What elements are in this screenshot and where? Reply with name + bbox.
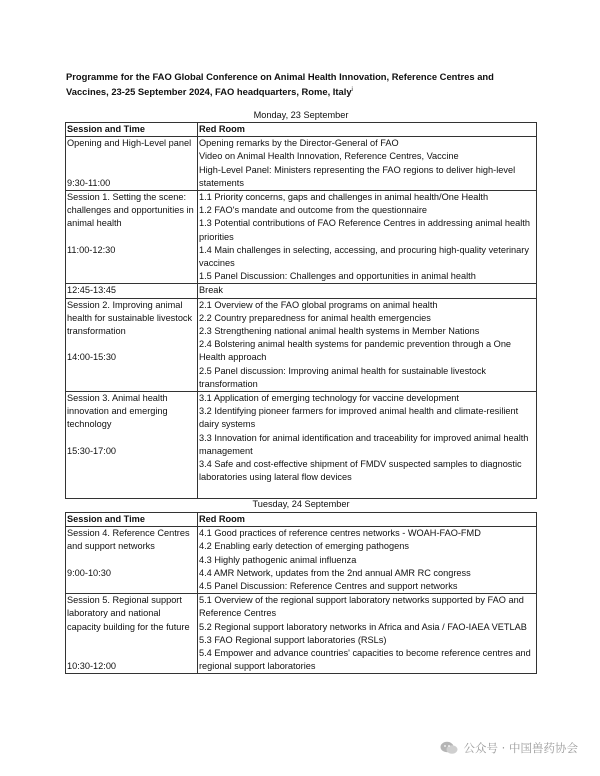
title-footnote-marker: i [351, 86, 353, 93]
session-cell [66, 284, 198, 298]
agenda-item: 3.3 Innovation for animal identification and traceability for improved animal health management [199, 432, 529, 456]
session-cell [66, 594, 198, 674]
items-cell [198, 527, 537, 594]
agenda-item: 4.3 Highly pathogenic animal influenza [199, 554, 357, 565]
agenda-item: 3.2 Identifying pioneer farmers for improved animal health and climate-resilient dairy systems [199, 406, 519, 430]
session-cell [66, 137, 198, 191]
agenda-item: 2.4 Bolstering animal health systems for pandemic prevention through a One Health approach [199, 339, 512, 363]
programme-title [66, 70, 536, 98]
agenda-item: 1.2 FAO's mandate and outcome from the questionnaire [199, 205, 428, 216]
items-cell [198, 284, 537, 298]
table-header-row [66, 513, 537, 527]
session-time: 9:30-11:00 [67, 177, 111, 188]
table-row-break [66, 284, 537, 298]
agenda-item: 4.5 Panel Discussion: Reference Centres and support networks [199, 581, 458, 592]
day-label-tuesday: Tuesday, 24 September [252, 499, 350, 509]
session-cell [66, 527, 198, 594]
agenda-item: Video on Animal Health Innovation, Reference Centres, Vaccine [199, 151, 459, 162]
session-time: 9:00-10:30 [67, 567, 111, 578]
wechat-watermark [440, 738, 578, 758]
header-room: Red Room [198, 123, 537, 137]
table-row [66, 594, 537, 674]
agenda-item: 5.4 Empower and advance countries' capacities to become reference centres and regional support laboratories [199, 648, 531, 672]
agenda-item: 4.1 Good practices of reference centres networks - WOAH-FAO-FMD [199, 528, 481, 539]
session-name: Session 1. Setting the scene: challenges and opportunities in animal health [67, 192, 194, 229]
agenda-item: 1.5 Panel Discussion: Challenges and opportunities in animal health [199, 271, 476, 282]
session-time: 15:30-17:00 [67, 445, 117, 456]
wechat-icon [440, 741, 458, 755]
session-name: Session 5. Regional support laboratory and national capacity building for the future [67, 595, 190, 632]
session-time: 14:00-15:30 [67, 352, 117, 363]
agenda-item: 2.2 Country preparedness for animal health emergencies [199, 312, 431, 323]
agenda-item: 2.3 Strengthening national animal health systems in Member Nations [199, 326, 480, 337]
agenda-item: 5.3 FAO Regional support laboratories (RSLs) [199, 634, 387, 645]
break-label: Break [199, 285, 224, 296]
agenda-item: 5.2 Regional support laboratory networks in Africa and Asia / FAO-IAEA VETLAB [199, 621, 527, 632]
header-room: Red Room [198, 513, 537, 527]
agenda-item: 5.1 Overview of the regional support laboratory networks supported by FAO and Reference Centres [199, 595, 524, 619]
items-cell [198, 191, 537, 284]
session-name: Session 2. Improving animal health for sustainable livestock transformation [67, 299, 193, 337]
items-cell [198, 594, 537, 674]
monday-schedule-table [65, 122, 537, 499]
table-row [66, 191, 537, 284]
agenda-item: 4.2 Enabling early detection of emerging pathogens [199, 541, 409, 552]
table-header-row [66, 123, 537, 137]
table-row [66, 137, 537, 191]
header-session-time: Session and Time [66, 513, 198, 527]
day-label-monday: Monday, 23 September [253, 110, 349, 120]
table-row [66, 298, 537, 391]
session-time: 12:45-13:45 [67, 285, 117, 296]
agenda-item: 2.1 Overview of the FAO global programs on animal health [199, 299, 438, 310]
agenda-item: High-Level Panel: Ministers representing the FAO regions to deliver high-level statements [199, 164, 516, 188]
agenda-item: 3.1 Application of emerging technology for vaccine development [199, 393, 459, 404]
programme-title-text: Programme for the FAO Global Conference on Animal Health Innovation, Reference Centres and Vaccines, 23-25 September 2024, FAO headquarters, Rome, Italy [66, 71, 494, 97]
items-cell [198, 392, 537, 499]
tuesday-schedule-table [65, 512, 537, 674]
agenda-item: 4.4 AMR Network, updates from the 2nd annual AMR RC congress [199, 567, 471, 578]
agenda-item: 2.5 Panel discussion: Improving animal health for sustainable livestock transformation [199, 365, 487, 389]
items-cell [198, 298, 537, 391]
agenda-item: 3.4 Safe and cost-effective shipment of FMDV suspected samples to diagnostic laboratories using lateral flow devices [199, 459, 522, 483]
agenda-item: 1.1 Priority concerns, gaps and challenges in animal health/One Health [199, 192, 489, 203]
agenda-item: 1.4 Main challenges in selecting, accessing, and procuring high-quality veterinary vaccines [199, 244, 529, 269]
agenda-item: Opening remarks by the Director-General of FAO [199, 138, 399, 149]
agenda-item: 1.3 Potential contributions of FAO Reference Centres in addressing animal health priorities [199, 218, 530, 242]
table-row [66, 392, 537, 499]
table-row [66, 527, 537, 594]
session-time: 11:00-12:30 [67, 244, 116, 255]
session-cell [66, 298, 198, 391]
session-name: Opening and High-Level panel [67, 138, 192, 149]
session-name: Session 3. Animal health innovation and emerging technology [67, 393, 168, 430]
session-cell [66, 392, 198, 499]
items-cell [198, 137, 537, 191]
session-time: 10:30-12:00 [67, 661, 117, 672]
header-session-time: Session and Time [66, 123, 198, 137]
session-cell [66, 191, 198, 284]
session-name: Session 4. Reference Centres and support networks [67, 528, 190, 552]
watermark-text: 公众号 · 中国兽药协会 [463, 741, 578, 755]
